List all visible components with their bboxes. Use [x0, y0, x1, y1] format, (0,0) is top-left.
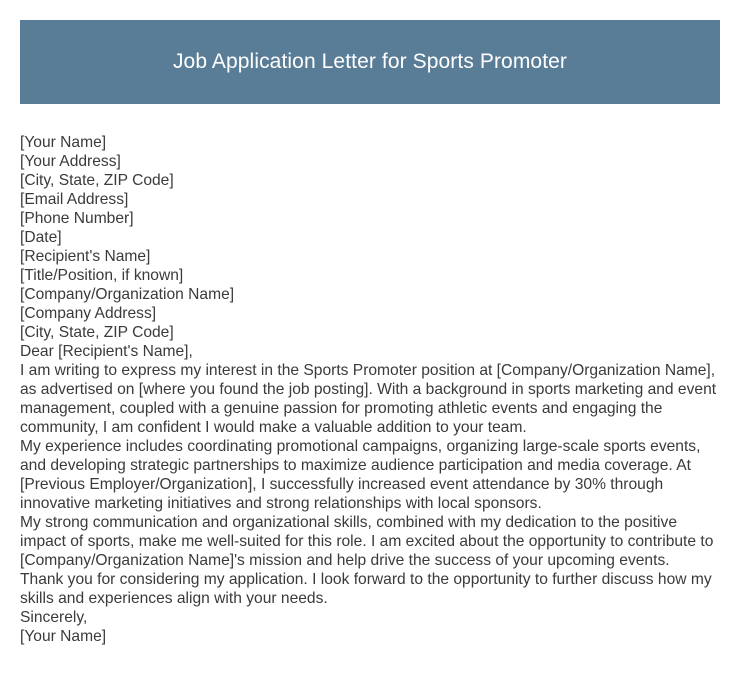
sender-phone: [Phone Number]	[20, 210, 134, 227]
paragraph-experience: My experience includes coordinating promotional campaigns, organizing large-scale sports events, and developing strategic partnerships to maximize audience participation and media coverage. At [Previous Employer/Organization], I successfully increased event attendance by 30% through innovative marketing initiatives and strong relationships with local sponsors.	[20, 438, 701, 512]
sender-name: [Your Name]	[20, 134, 107, 151]
recipient-address: [Company Address]	[20, 305, 157, 322]
sender-email: [Email Address]	[20, 191, 129, 208]
recipient-city-state-zip: [City, State, ZIP Code]	[20, 324, 174, 341]
paragraph-skills: My strong communication and organizational skills, combined with my dedication to the positive impact of sports, make me well-suited for this role. I am excited about the opportunity to contribute to [Company/Organization Name]'s mission and help drive the success of your upcoming events.	[20, 514, 714, 569]
recipient-company: [Company/Organization Name]	[20, 286, 235, 303]
recipient-name: [Recipient's Name]	[20, 248, 151, 265]
letter-date: [Date]	[20, 229, 62, 246]
recipient-title: [Title/Position, if known]	[20, 267, 184, 284]
closing: Sincerely,	[20, 609, 88, 626]
page-title: Job Application Letter for Sports Promoter	[172, 50, 568, 73]
title-banner	[20, 20, 720, 104]
signature: [Your Name]	[20, 628, 107, 645]
salutation: Dear [Recipient's Name],	[20, 343, 193, 360]
sender-city-state-zip: [City, State, ZIP Code]	[20, 172, 174, 189]
sender-address: [Your Address]	[20, 153, 121, 170]
paragraph-closing: Thank you for considering my application. I look forward to the opportunity to further discuss how my skills and experiences align with your needs.	[20, 571, 712, 607]
letter-body	[20, 133, 725, 646]
paragraph-intro: I am writing to express my interest in the Sports Promoter position at [Company/Organization Name], as advertised on [where you found the job posting]. With a background in sports marketing and event management, coupled with a genuine passion for promoting athletic events and engaging the community, I am confident I would make a valuable addition to your team.	[20, 362, 717, 436]
